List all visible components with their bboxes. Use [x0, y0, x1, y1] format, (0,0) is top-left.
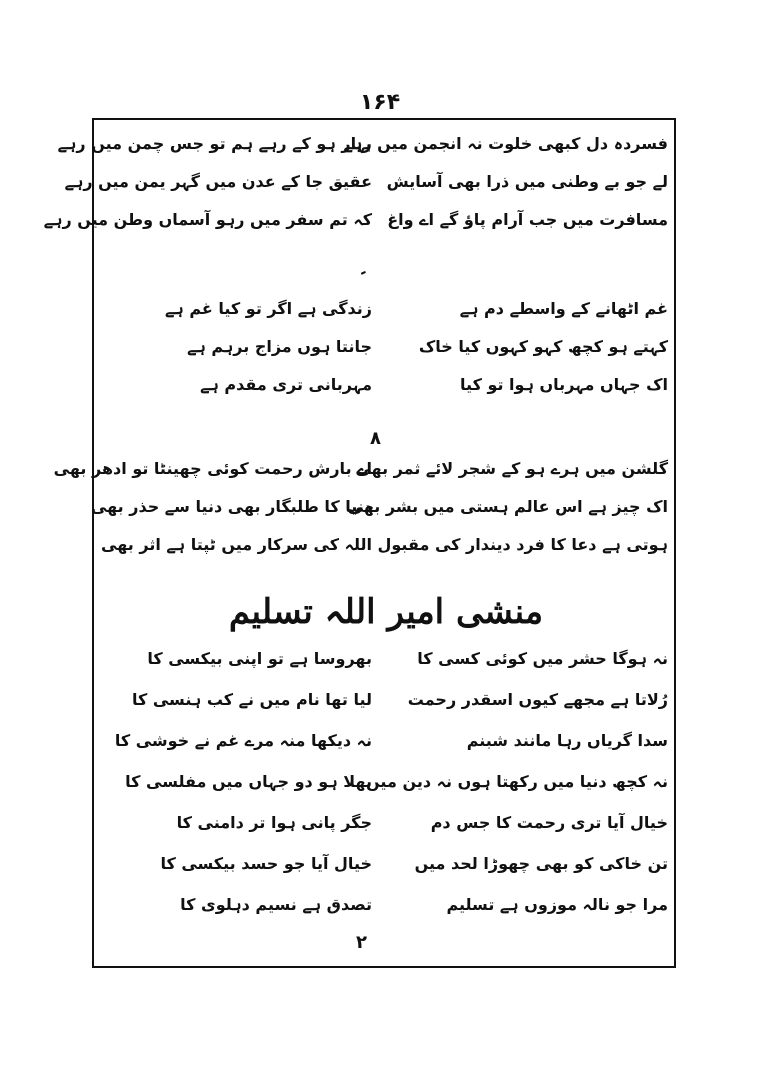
couplet: [94, 768, 674, 802]
couplet: [94, 645, 674, 679]
second-hemistich: تصدق ہے نسیم دہلوی کا: [180, 895, 372, 914]
couplet: [64, 168, 674, 202]
second-hemistich: نہ دیکھا منہ مرے غم نے خوشی کا: [114, 731, 372, 750]
second-hemistich: اللہ کی سرکار میں ٹپتا ہے اثر بھی: [101, 535, 372, 554]
first-hemistich: ہوتی ہے دعا کا فرد دیندار کی مقبول: [377, 535, 668, 554]
second-hemistich: کہ تم سفر میں رہو آسماں وطن میں رہے: [43, 210, 372, 229]
couplet: [94, 295, 674, 329]
second-hemistich: زندگی ہے اگر تو کیا غم ہے: [165, 299, 372, 318]
first-hemistich: رُلاتا ہے مجھے کیوں اسقدر رحمت: [407, 690, 668, 709]
poet-heading: منشی امیر اللہ تسلیم: [228, 592, 544, 632]
first-hemistich: مرا جو نالہ موزوں ہے تسلیم: [446, 895, 668, 914]
couplet: [94, 850, 674, 884]
couplet: [94, 686, 674, 720]
first-hemistich: فسردہ دل کبھی خلوت نہ انجمن میں رہے: [343, 134, 668, 153]
footer-mark: ۲: [356, 932, 367, 953]
second-hemistich: اے بارش رحمت کوئی چھینٹا تو ادھر بھی: [53, 459, 372, 478]
couplet: [94, 531, 674, 565]
first-hemistich: کہتے ہو کچھ کہو کہوں کیا خاک: [418, 337, 668, 356]
second-hemistich: جانتا ہوں مزاج برہم ہے: [187, 337, 372, 356]
stanza-number: ۸: [370, 428, 381, 449]
poem-frame: [43, 118, 676, 968]
second-hemistich: لیا تھا نام میں نے کب ہنسی کا: [131, 690, 372, 709]
couplet: [90, 493, 674, 527]
couplet: [53, 455, 674, 489]
first-hemistich: اک چیز ہے اس عالم ہستی میں بشر بھی: [347, 497, 668, 516]
second-hemistich: جگر پانی ہوا تر دامنی کا: [176, 813, 372, 832]
second-hemistich: بھلا ہو دو جہاں میں مفلسی کا: [125, 772, 372, 791]
page-number: ۱۶۴: [359, 90, 401, 115]
couplet: [43, 206, 674, 240]
second-hemistich: عقیق جا کے عدن میں گہر یمن میں رہے: [64, 172, 372, 191]
first-hemistich: لے جو بے وطنی میں ذرا بھی آسایش: [386, 172, 668, 191]
couplet: [94, 727, 674, 761]
first-hemistich: نہ کچھ دنیا میں رکھتا ہوں نہ دین میں: [366, 772, 668, 791]
second-hemistich: خیال آیا جو حسد بیکسی کا: [160, 854, 372, 873]
first-hemistich: نہ ہوگا حشر میں کوئی کسی کا: [417, 649, 668, 668]
couplet: [94, 371, 674, 405]
first-hemistich: اک جہاں مہرباں ہوا تو کیا: [460, 375, 668, 394]
second-hemistich: دنیا کا طلبگار بھی دنیا سے حذر بھی: [90, 497, 372, 516]
couplet: [94, 809, 674, 843]
first-hemistich: غم اٹھانے کے واسطے دم ہے: [459, 299, 668, 318]
stanza-separator: ۔: [352, 256, 371, 281]
first-hemistich: مسافرت میں جب آرام پاؤ گے اے واغ: [387, 210, 668, 229]
first-hemistich: گلشن میں ہرے ہو کے شجر لائے ثمر بھی: [355, 459, 668, 478]
first-hemistich: سدا گریاں رہا مانند شبنم: [466, 731, 668, 750]
first-hemistich: خیال آیا تری رحمت کا جس دم: [430, 813, 668, 832]
couplet: [94, 891, 674, 925]
second-hemistich: بہار ہو کے رہے ہم تو جس چمن میں رہے: [57, 134, 372, 153]
couplet: [57, 130, 674, 164]
first-hemistich: تن خاکی کو بھی چھوڑا لحد میں: [414, 854, 668, 873]
second-hemistich: مہربانی تری مقدم ہے: [200, 375, 372, 394]
couplet: [94, 333, 674, 367]
second-hemistich: بھروسا ہے تو اپنی بیکسی کا: [147, 649, 372, 668]
